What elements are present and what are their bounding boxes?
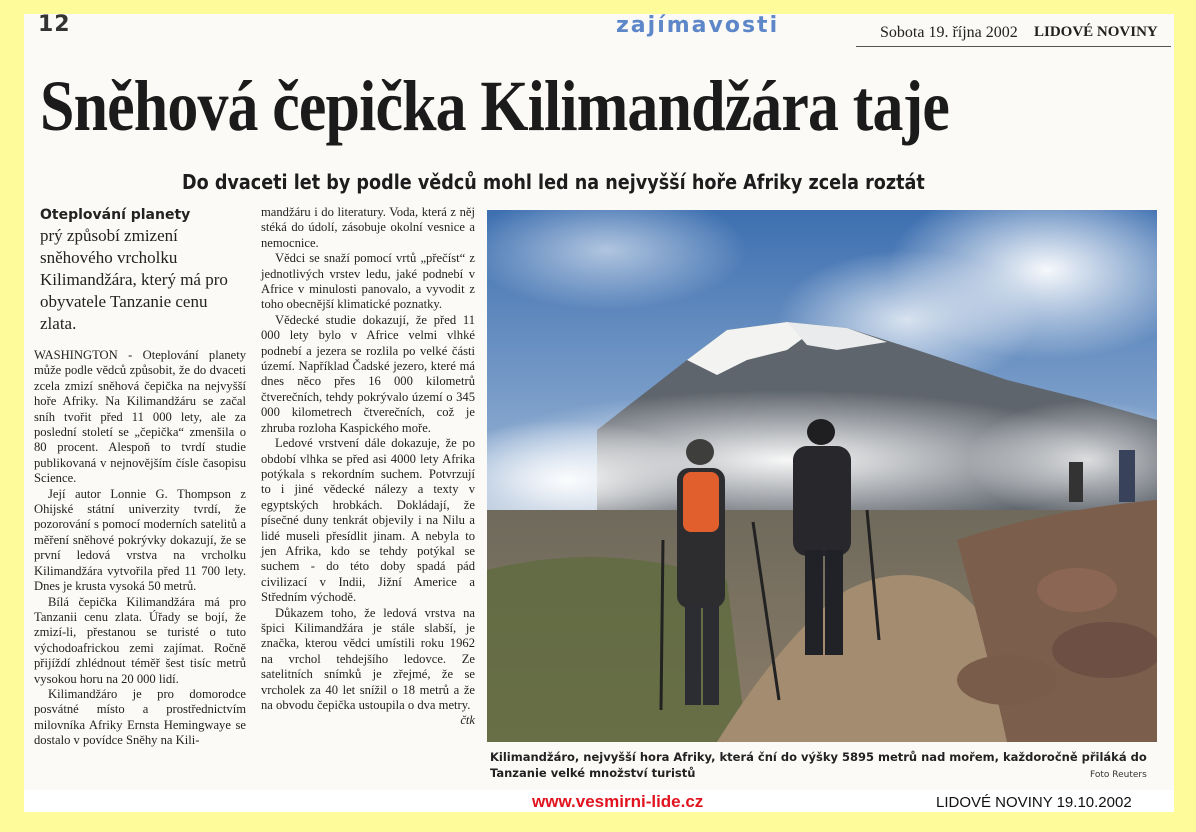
paragraph: Vědecké studie dokazují, že před 11 000 lety bylo v Africe velmi vlhké podnebí a jezera se rozlila po velké části území. Například Čadské jezero, které má dnes něco přes 16 000 kilometrů čtverečních, tehdy pokrývalo území o 345 000 kilometrech čtverečních, což je zhruba rozloha Kaspického moře. <box>261 312 475 435</box>
article-column-2 <box>261 205 475 729</box>
paragraph: Kilimandžáro je pro domorodce posvátné místo a prostřednictvím milovníka Afriky Ernsta Hemingwaye se dostalo v povídce Sněhy na Kili- <box>34 686 246 748</box>
kilimanjaro-photo <box>487 210 1157 742</box>
paragraph: Její autor Lonnie G. Thompson z Ohijské státní univerzity tvrdí, že pozorování s pomocí moderních satelitů a měření sněhové pokrývky dokazují, že se první ledová vrstva na vrcholku Kilimandžára vytvořila před 11 700 lety. Dnes je krusta vysoká 50 metrů. <box>34 486 246 594</box>
headline: Sněhová čepička Kilimandžára taje <box>40 66 949 146</box>
source-note: LIDOVÉ NOVINY 19.10.2002 <box>936 794 1132 811</box>
masthead-rule <box>856 46 1171 47</box>
lead-text: prý způsobí zmizení sněhového vrcholku Kilimandžára, který má pro obyvatele Tanzanie cenu zlata. <box>40 226 228 333</box>
paragraph: Bílá čepička Kilimandžára má pro Tanzanii cenu zlata. Úřady se bojí, že zmizí-li, přestanou se turisté o tuto východoafrickou zemi zajímat. Ročně přijíždí zhlédnout téměř šest tisíc metrů vysokou horu na 20 000 lidí. <box>34 594 246 686</box>
website-link[interactable]: www.vesmirni-lide.cz <box>532 792 704 811</box>
paper-name: LIDOVÉ NOVINY <box>1034 24 1158 40</box>
photo-illustration <box>487 210 1157 742</box>
photo-caption: Kilimandžáro, nejvyšší hora Afriky, která ční do výšky 5895 metrů nad mořem, každoročně přiláká do Tanzanie velké množství turistů <box>490 750 1147 780</box>
subheadline: Do dvaceti let by podle vědců mohl led na nejvyšší hoře Afriky zcela roztát <box>182 170 925 194</box>
page-number: 12 <box>38 12 71 37</box>
article-column-1 <box>34 348 246 749</box>
author-signature: čtk <box>460 713 475 728</box>
photo-credit: Foto Reuters <box>1090 770 1147 780</box>
paragraph: WASHINGTON - Oteplování planety může podle vědců způsobit, že do dvaceti zcela zmizí sněhová čepička na nejvyšší hoře Afriky. Na Kilimandžáru se začal sníh tvořit před 11 000 lety, ale za poslední století se „čepička“ zmenšila o 80 procent. Alespoň to tvrdí studie publikovaná v nejnovějším čísle časopisu Science. <box>34 348 246 486</box>
section-title: zajímavosti <box>616 13 780 38</box>
paragraph: Ledové vrstvení dále dokazuje, že po období vlhka se před asi 4000 lety Afrika potýkala s rekordním suchem. Potvrzují to i jiné vědecké nálezy a texty v egyptských hrobkách. Dokládají, že písečné duny tenkrát objevily i na Nilu a lidé museli přesídlit jinam. A nebyla to jen Afrika, kdo se tehdy potýkal se suchem - do této doby spadá pád civilizací v Indii, Jižní Americe a Středním východě. <box>261 436 475 605</box>
lead-title: Oteplování planety <box>40 207 191 223</box>
newspaper-page <box>24 14 1174 790</box>
paragraph: mandžáru i do literatury. Voda, která z něj stéká do údolí, zásobuje okolní vesnice a nemocnice. <box>261 205 475 250</box>
paragraph: Důkazem toho, že ledová vrstva na špici Kilimandžára je stále slabší, je značka, kterou vědci umístili roku 1962 na vrchol tehdejšího ledovce. Ze satelitních snímků je zřejmé, že se vrcholek za 40 let snížil o 18 metrů a že na obvodu čepička ustoupila o dva metry. <box>261 605 475 712</box>
paragraph: Vědci se snaží pomocí vrtů „přečíst“ z jednotlivých vrstev ledu, jaké podnebí v Africe v minulosti panovalo, a vyvodit z toho obecnější klimatické poznatky. <box>261 251 475 312</box>
issue-date: Sobota 19. října 2002 <box>880 24 1018 41</box>
